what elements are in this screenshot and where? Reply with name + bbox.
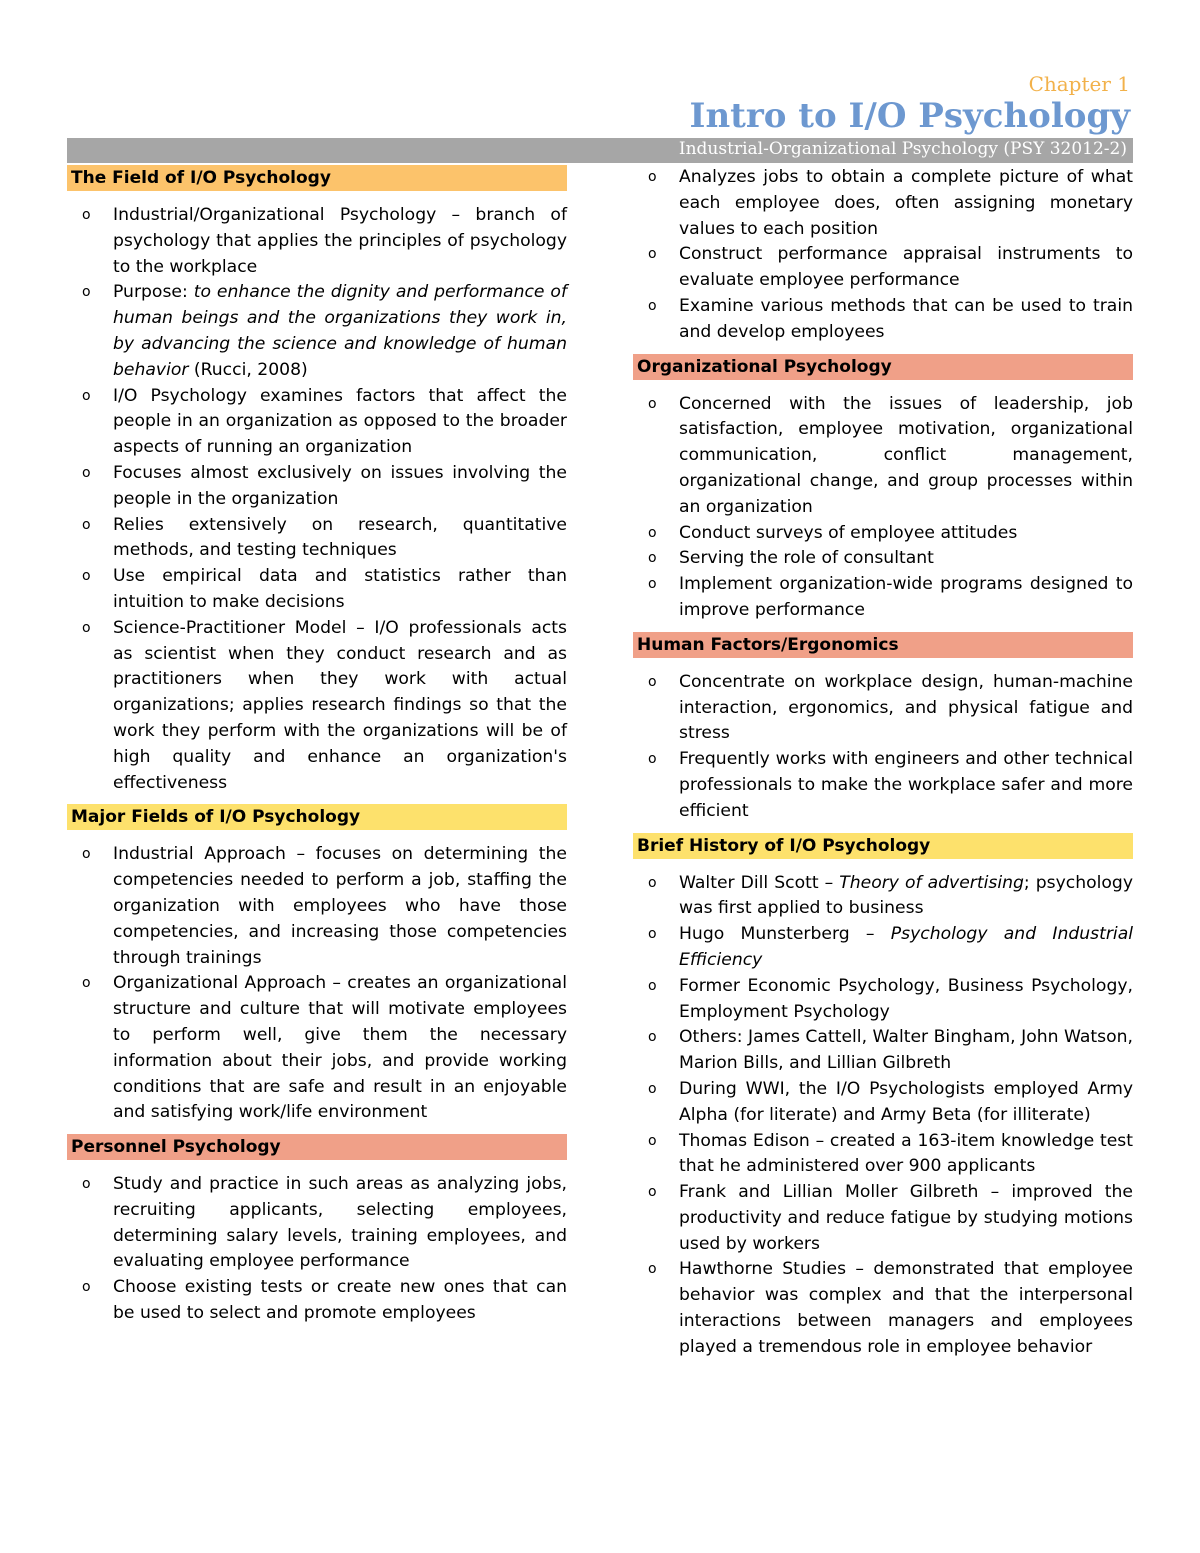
bullet-icon: o	[648, 1261, 657, 1278]
section-major-fields	[67, 804, 567, 1126]
bullet-icon: o	[648, 395, 657, 412]
list-item	[633, 1180, 1133, 1257]
section-heading: Organizational Psychology	[633, 354, 1133, 380]
bullet-icon: o	[648, 1029, 657, 1046]
list-item	[633, 871, 1133, 923]
item-text: Frank and Lillian Moller Gilbreth – improved the productivity and reduce fatigue by studying motions used by workers	[679, 1182, 1133, 1254]
item-text: Thomas Edison – created a 163-item knowledge test that he administered over 900 applicants	[679, 1130, 1133, 1177]
item-text: Choose existing tests or create new ones that can be used to select and promote employees	[113, 1277, 567, 1324]
list-item	[67, 280, 567, 383]
item-text: Conduct surveys of employee attitudes	[679, 522, 1018, 543]
bullet-icon: o	[648, 874, 657, 891]
section-heading: Major Fields of I/O Psychology	[67, 804, 567, 830]
list-item	[633, 546, 1133, 572]
list-item	[67, 842, 567, 971]
item-text: Walter Dill Scott –	[679, 872, 840, 893]
bullet-icon: o	[82, 207, 91, 223]
section-history	[633, 833, 1133, 1361]
item-text: Study and practice in such areas as analyzing jobs, recruiting applicants, selecting employees, determining salary levels, training employees, and evaluating employee performance	[113, 1174, 567, 1272]
item-text: Organizational Approach – creates an organizational structure and culture that will motivate employees to perform well, give them the necessary information about their jobs, and provide working conditions that are safe and result in an enjoyable and satisfying work/life environment	[113, 973, 567, 1123]
list-item	[633, 521, 1133, 547]
bullet-icon: o	[82, 568, 91, 585]
bullet-icon: o	[648, 1080, 657, 1097]
bullet-icon: o	[648, 673, 657, 690]
page-title: Intro to I/O Psychology	[689, 96, 1130, 136]
bullet-list	[633, 670, 1133, 825]
list-item	[67, 384, 567, 461]
italic-text: Theory of advertising	[839, 872, 1024, 893]
bullet-icon: o	[648, 926, 657, 943]
list-item	[67, 616, 567, 797]
bullet-icon: o	[648, 751, 657, 768]
bullet-icon: o	[82, 846, 91, 863]
item-text: ; psychology was first applied to business	[679, 872, 1133, 919]
section-personnel	[67, 1134, 567, 1327]
item-text: Serving the role of consultant	[679, 548, 934, 569]
item-text: Former Economic Psychology, Business Psychology, Employment Psychology	[679, 975, 1133, 1022]
list-item	[633, 1257, 1133, 1360]
item-text: I/O Psychology examines factors that affect the people in an organization as opposed to the broader aspects of running an organization	[113, 385, 567, 458]
bullet-icon: o	[82, 516, 91, 533]
section-heading: The Field of I/O Psychology	[67, 165, 567, 191]
section-heading: Human Factors/Ergonomics	[633, 632, 1133, 658]
item-text: Implement organization-wide programs designed to improve performance	[679, 574, 1133, 620]
bullet-icon: o	[648, 550, 657, 567]
item-text: Analyzes jobs to obtain a complete picture of what each employee does, often assigning monetary values to each position	[679, 167, 1133, 239]
list-item	[633, 747, 1133, 824]
italic-text: to enhance the dignity and performance of human beings and the organizations they work in, by advancing the science and knowledge of human behavior	[113, 282, 567, 380]
bullet-icon: o	[82, 975, 91, 992]
list-item	[67, 564, 567, 616]
section-heading: Brief History of I/O Psychology	[633, 833, 1133, 859]
bullet-icon: o	[648, 524, 657, 541]
list-item	[67, 1172, 567, 1275]
list-item	[633, 670, 1133, 747]
bullet-icon: o	[82, 464, 91, 481]
list-item	[633, 242, 1133, 294]
item-text: During WWI, the I/O Psychologists employed Army Alpha (for literate) and Army Beta (for illiterate)	[679, 1078, 1133, 1125]
section-personnel-continued	[633, 165, 1133, 346]
bullet-list	[633, 871, 1133, 1361]
bullet-icon: o	[648, 297, 657, 314]
item-text: Science-Practitioner Model – I/O professionals acts as scientist when they conduct research and as practitioners when they work with actual organizations; applies research findings so that the work they perform with the organizations will be of high quality and enhance an organization's effectiveness	[113, 617, 567, 793]
bullet-icon: o	[82, 1279, 91, 1296]
right-column	[633, 165, 1133, 1369]
item-text: Concentrate on workplace design, human-machine interaction, ergonomics, and physical fatigue and stress	[679, 671, 1133, 744]
bullet-icon: o	[648, 169, 657, 185]
italic-text: Psychology and Industrial Efficiency	[679, 924, 1133, 970]
bullet-icon: o	[648, 1132, 657, 1149]
bullet-list	[67, 842, 567, 1126]
section-heading: Personnel Psychology	[67, 1134, 567, 1160]
bullet-icon: o	[648, 977, 657, 994]
item-text: Construct performance appraisal instruments to evaluate employee performance	[679, 244, 1133, 291]
item-text: Examine various methods that can be used to train and develop employees	[679, 295, 1133, 342]
course-bar	[67, 138, 1133, 163]
item-text: Others: James Cattell, Walter Bingham, John Watson, Marion Bills, and Lillian Gilbreth	[679, 1027, 1133, 1074]
list-item	[633, 165, 1133, 242]
list-item	[633, 392, 1133, 521]
list-item	[633, 974, 1133, 1026]
bullet-list	[633, 392, 1133, 624]
item-text: Use empirical data and statistics rather than intuition to make decisions	[113, 566, 567, 612]
bullet-list	[633, 165, 1133, 346]
list-item	[67, 1275, 567, 1327]
item-text: Industrial Approach – focuses on determining the competencies needed to perform a job, staffing the organization with employees who have those competencies, and increasing those competencies through trainings	[113, 844, 567, 968]
item-text: Frequently works with engineers and other technical professionals to make the workplace safer and more efficient	[679, 749, 1133, 821]
item-text: Concerned with the issues of leadership, job satisfaction, employee motivation, organizational communication, conflict management, organizational change, and group processes within an organization	[679, 393, 1133, 517]
item-text: Focuses almost exclusively on issues involving the people in the organization	[113, 462, 567, 509]
list-item	[633, 1025, 1133, 1077]
list-item	[67, 203, 567, 280]
list-item	[633, 1077, 1133, 1129]
left-column	[67, 165, 567, 1335]
bullet-icon: o	[82, 619, 91, 636]
bullet-icon: o	[648, 1184, 657, 1201]
list-item	[633, 922, 1133, 974]
item-text: Purpose:	[113, 282, 194, 303]
bullet-list	[67, 1172, 567, 1327]
list-item	[633, 572, 1133, 624]
bullet-icon: o	[82, 1176, 91, 1193]
bullet-icon: o	[82, 284, 91, 301]
list-item	[67, 461, 567, 513]
course-name: Industrial-Organizational Psychology (PSY 32012-2)	[678, 139, 1127, 159]
item-text: Hawthorne Studies – demonstrated that employee behavior was complex and that the interpersonal interactions between managers and employees played a tremendous role in employee behavior	[679, 1259, 1133, 1357]
bullet-list	[67, 203, 567, 796]
section-human-factors	[633, 632, 1133, 825]
section-organizational	[633, 354, 1133, 624]
list-item	[67, 971, 567, 1126]
item-text: Industrial/Organizational Psychology – branch of psychology that applies the principles of psychology to the workplace	[113, 205, 567, 277]
bullet-icon: o	[648, 576, 657, 593]
list-item	[633, 294, 1133, 346]
item-text: (Rucci, 2008)	[188, 359, 308, 380]
bullet-icon: o	[82, 387, 91, 404]
chapter-label: Chapter 1	[1028, 72, 1130, 96]
section-field	[67, 165, 567, 796]
item-text: Hugo Munsterberg –	[679, 924, 891, 945]
bullet-icon: o	[648, 246, 657, 263]
item-text: Relies extensively on research, quantitative methods, and testing techniques	[113, 514, 567, 561]
list-item	[633, 1129, 1133, 1181]
list-item	[67, 513, 567, 565]
